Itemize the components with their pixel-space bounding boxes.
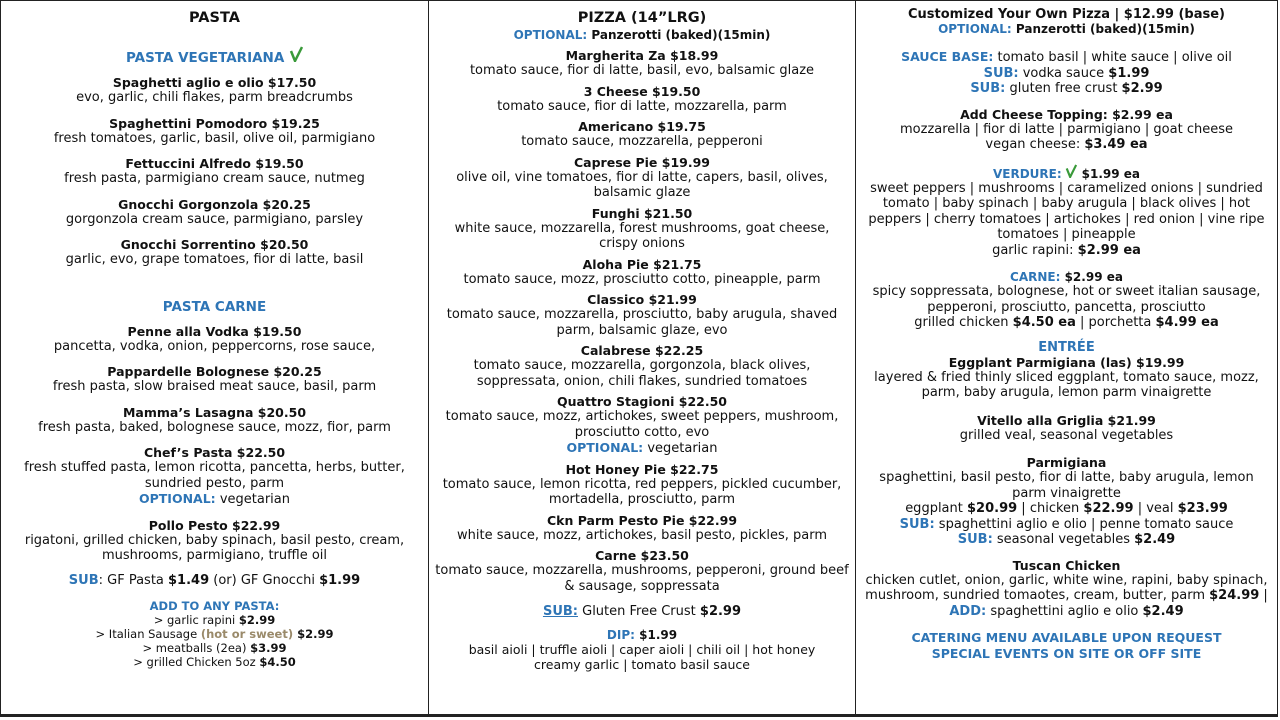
rapini-line — [862, 243, 1271, 259]
menu-item-desc: olive oil, vine tomatoes, fior di latte, capers, basil, olives, balsamic glaze — [456, 169, 828, 200]
pasta-sub-line — [7, 573, 422, 589]
pizza-column — [428, 1, 855, 714]
parm-sub-2-price: $2.49 — [1134, 532, 1176, 547]
verdure-label: VERDURE: — [992, 166, 1062, 181]
pasta-vegetariana-label: PASTA VEGETARIANA — [125, 50, 285, 66]
carne-label: CARNE: — [1010, 270, 1061, 284]
pizza-optional-line — [435, 28, 849, 42]
menu-item-name: Classico $21.99 — [587, 292, 697, 307]
menu-item — [435, 513, 849, 544]
menu-item-desc: fresh pasta, parmigiano cream sauce, nutmeg — [64, 171, 365, 186]
menu-item-name: Funghi $21.50 — [591, 205, 693, 221]
pizza-optional-label: OPTIONAL: — [513, 28, 588, 42]
chef-pasta-optional-value: vegetarian — [215, 492, 290, 507]
pizza-sub-line — [435, 604, 849, 620]
menu-item-desc: tomato sauce, mozzarella, mushrooms, pepperoni, ground beef & sausage, soppressata — [435, 563, 849, 594]
menu-item-desc: tomato sauce, mozz, prosciutto cotto, pineapple, parm — [463, 271, 821, 287]
pizza-list — [435, 48, 849, 594]
menu-item-name: Pollo Pesto $22.99 — [148, 517, 281, 533]
add-on-price: $2.99 — [238, 613, 276, 627]
carne-porchetta-price: $4.99 ea — [1155, 315, 1219, 330]
menu-item — [435, 292, 849, 338]
rapini-text: garlic rapini: — [992, 242, 1078, 258]
carne-chicken-price: $4.50 ea — [1012, 315, 1076, 330]
add-on-item — [7, 627, 422, 641]
sauce-base-options: tomato basil | white sauce | olive oil — [993, 50, 1232, 65]
menu-item-name: Caprese Pie $19.99 — [574, 154, 710, 170]
parm-sub-2-text: seasonal vegetables — [992, 532, 1135, 547]
custom-sub-1-text: vodka sauce — [1018, 65, 1109, 81]
menu-item-name: Mamma’s Lasagna $20.50 — [122, 404, 307, 420]
pasta-sub-text-2: (or) GF Gnocchi — [209, 572, 320, 588]
menu-item-desc: fresh pasta, slow braised meat sauce, basil, parm — [52, 379, 377, 394]
custom-entree-column — [855, 1, 1277, 714]
menu-item-name: Hot Honey Pie $22.75 — [565, 461, 719, 477]
menu-item — [435, 119, 849, 150]
leaf-icon — [289, 46, 303, 62]
menu-item-name: Carne $23.50 — [595, 548, 689, 563]
menu-item-desc: fresh stuffed pasta, lemon ricotta, pancetta, herbs, butter, sundried pesto, parm — [24, 460, 405, 491]
rapini-price: $2.99 ea — [1077, 242, 1141, 258]
verdure-options: sweet peppers | mushrooms | caramelized onions | sundried tomato | baby spinach | baby arugula | black olives | hot peppers | cherry tomatoes | artichokes | red onion | vine ripe tomatoes | pineapple — [868, 180, 1265, 242]
tuscan-chicken-desc — [862, 573, 1271, 620]
menu-item-name: Ckn Parm Pesto Pie $22.99 — [546, 512, 738, 528]
custom-sub-1-price: $1.99 — [1108, 65, 1150, 81]
pizza-sub-text: Gluten Free Crust — [577, 604, 700, 619]
carne-heading — [862, 270, 1271, 284]
menu-item-desc: rigatoni, grilled chicken, baby spinach, basil pesto, cream, mushrooms, parmigiano, truffle oil — [24, 532, 405, 563]
add-on-price: $2.99 — [293, 627, 334, 641]
custom-optional-value: Panzerotti (baked)(15min) — [1011, 22, 1195, 36]
menu-item-desc: fresh tomatoes, garlic, basil, olive oil, parmigiano — [53, 130, 376, 146]
parmigiana-options — [862, 501, 1271, 517]
menu-item-desc: white sauce, mozz, artichokes, basil pesto, pickles, parm — [457, 527, 827, 543]
tuscan-chicken-name: Tuscan Chicken — [1012, 557, 1121, 573]
custom-sub-2 — [862, 81, 1271, 97]
vitello-name: Vitello alla Griglia $21.99 — [977, 412, 1156, 428]
menu-item-desc: tomato sauce, fior di latte, mozzarella, parm — [497, 98, 787, 114]
quattro-optional-label: OPTIONAL: — [566, 440, 644, 455]
custom-optional-label: OPTIONAL: — [938, 22, 1012, 36]
pasta-sub-price-1: $1.49 — [168, 572, 210, 588]
quattro-optional — [435, 440, 849, 457]
vegan-cheese-line — [862, 137, 1271, 153]
menu-item — [7, 405, 422, 436]
menu-item-name: Chef’s Pasta $22.50 — [143, 445, 286, 460]
menu-item — [7, 237, 422, 268]
custom-sub-2-price: $2.99 — [1121, 81, 1163, 96]
add-on-text: > Italian Sausage — [95, 627, 201, 641]
events-note: SPECIAL EVENTS ON SITE OR OFF SITE — [931, 646, 1202, 661]
chef-pasta-optional — [7, 491, 422, 508]
vitello-desc: grilled veal, seasonal vegetables — [959, 427, 1174, 443]
parmigiana-sub-1 — [862, 517, 1271, 533]
custom-sub-1 — [862, 66, 1271, 82]
cheese-options: mozzarella | fior di latte | parmigiano | goat cheese — [900, 121, 1233, 137]
pasta-sub-text-1: : GF Pasta — [98, 572, 169, 588]
verdure-heading — [862, 164, 1271, 181]
menu-item — [7, 116, 422, 147]
add-on-price: $4.50 — [259, 655, 296, 669]
vegan-cheese-price: $3.49 ea — [1084, 137, 1148, 152]
menu-item-desc: tomato sauce, mozzarella, prosciutto, baby arugula, shaved parm, balsamic glaze, evo — [446, 307, 838, 338]
menu-item — [435, 257, 849, 288]
menu-item-name: Quattro Stagioni $22.50 — [556, 394, 728, 409]
quattro-optional-value: vegetarian — [643, 441, 718, 456]
parm-eggplant-price: $20.99 — [967, 501, 1018, 516]
menu-item — [7, 324, 422, 355]
menu-item-desc: evo, garlic, chili flakes, parm breadcrumbs — [76, 90, 353, 105]
menu-item — [435, 548, 849, 594]
custom-sub-2-text: gluten free crust — [1005, 81, 1122, 96]
parmigiana-desc: spaghettini, basil pesto, fior di latte, baby arugula, lemon parm vinaigrette — [879, 470, 1254, 501]
pizza-sub-label: SUB: — [542, 604, 578, 619]
menu-item — [435, 84, 849, 115]
pizza-optional-value: Panzerotti (baked)(15min) — [587, 28, 771, 42]
verdure-price: $1.99 ea — [1077, 166, 1141, 181]
menu-item-name: Spaghettini Pomodoro $19.25 — [109, 115, 320, 131]
menu-item — [7, 364, 422, 395]
custom-pizza-title: Customized Your Own Pizza | $12.99 (base) — [908, 7, 1225, 22]
pasta-title: PASTA — [189, 10, 240, 26]
add-on-item — [7, 613, 422, 627]
add-to-pasta-list — [7, 613, 422, 669]
menu-item — [435, 343, 849, 389]
menu-item — [7, 197, 422, 228]
menu-item-desc: tomato sauce, fior di latte, basil, evo, balsamic glaze — [469, 63, 815, 78]
add-on-text: > garlic rapini — [153, 613, 239, 627]
menu-item — [7, 518, 422, 564]
carne-chicken-text: grilled chicken — [914, 315, 1013, 330]
dip-options-2: creamy garlic | tomato basil sauce — [534, 657, 750, 672]
eggplant-parm-name: Eggplant Parmigiana (las) $19.99 — [948, 354, 1185, 370]
parm-sub-1-label: SUB: — [899, 516, 935, 532]
tuscan-add-price: $2.49 — [1142, 603, 1184, 619]
tuscan-desc-text: chicken cutlet, onion, garlic, white wine, rapini, baby spinach, mushroom, sundried tomaotes, cream, butter, parm — [865, 572, 1268, 603]
dip-options-1: basil aioli | truffle aioli | caper aioli | chili oil | hot honey — [468, 641, 816, 657]
menu-item — [7, 445, 422, 508]
sauce-base-line — [862, 49, 1271, 66]
menu-item-desc: pancetta, vodka, onion, peppercorns, rose sauce, — [53, 338, 376, 354]
dip-heading — [435, 628, 849, 642]
menu-item — [435, 462, 849, 508]
menu-item — [435, 394, 849, 457]
add-on-item — [7, 655, 422, 669]
menu-item — [435, 206, 849, 252]
custom-optional-line — [862, 22, 1271, 36]
menu-item-name: Fettuccini Alfredo $19.50 — [125, 156, 304, 171]
carne-pasta-list — [7, 324, 422, 564]
parmigiana-sub-2 — [862, 532, 1271, 548]
parm-sub-2-label: SUB: — [957, 532, 993, 547]
veg-pasta-list — [7, 75, 422, 268]
parm-eggplant: eggplant — [905, 501, 967, 516]
vegan-cheese-text: vegan cheese: — [985, 137, 1085, 152]
parmigiana-name: Parmigiana — [1026, 455, 1107, 470]
pizza-title: PIZZA (14”LRG) — [577, 10, 707, 26]
menu-item-name: Penne alla Vodka $19.50 — [127, 323, 302, 339]
menu-item-desc: garlic, evo, grape tomatoes, fior di latte, basil — [65, 252, 364, 267]
add-to-pasta-heading: ADD TO ANY PASTA: — [149, 599, 280, 613]
carne-options: spicy soppressata, bolognese, hot or sweet italian sausage, pepperoni, prosciutto, pancetta, prosciutto — [872, 284, 1261, 315]
menu-item-name: Pappardelle Bolognese $20.25 — [107, 364, 322, 379]
sauce-base-label: SAUCE BASE: — [901, 49, 994, 64]
parm-chicken: | chicken — [1017, 501, 1084, 516]
menu-item-name: Margherita Za $18.99 — [565, 48, 719, 63]
tuscan-add-text: spaghettini aglio e olio — [986, 603, 1143, 619]
add-on-text: > meatballs (2ea) — [142, 641, 251, 655]
carne-price: $2.99 ea — [1060, 270, 1123, 284]
menu-item-desc: fresh pasta, baked, bolognese sauce, mozz, fior, parm — [38, 419, 391, 435]
menu-item-desc: tomato sauce, lemon ricotta, red peppers, pickled cucumber, mortadella, prosciutto, parm — [442, 476, 842, 507]
pasta-sub-price-2: $1.99 — [319, 572, 361, 588]
parm-sub-1-text: spaghettini aglio e olio | penne tomato sauce — [934, 516, 1234, 532]
menu-item-desc: white sauce, mozzarella, forest mushrooms, goat cheese, crispy onions — [454, 220, 830, 251]
tuscan-add-label: ADD: — [949, 603, 987, 619]
menu-item — [435, 48, 849, 79]
menu-item-name: Spaghetti aglio e olio $17.50 — [112, 75, 317, 90]
cheese-topping-title: Add Cheese Topping: $2.99 ea — [960, 106, 1173, 122]
pasta-vegetariana-heading — [7, 46, 422, 66]
add-on-price: $3.99 — [250, 641, 287, 655]
menu-item-name: Calabrese $22.25 — [580, 343, 704, 358]
dip-price: $1.99 — [634, 627, 678, 642]
chef-pasta-optional-label: OPTIONAL: — [138, 491, 216, 506]
entree-heading: ENTRÉE — [1038, 339, 1095, 355]
pasta-sub-label: SUB — [68, 572, 99, 588]
add-on-text: > grilled Chicken 5oz — [133, 655, 260, 669]
eggplant-parm-desc: layered & fried thinly sliced eggplant, tomato sauce, mozz, parm, baby arugula, lemon parm vinaigrette — [874, 369, 1259, 400]
dip-label: DIP: — [606, 627, 635, 642]
carne-porchetta-text: | porchetta — [1075, 315, 1156, 330]
menu-item-name: 3 Cheese $19.50 — [583, 83, 701, 99]
menu-item-name: Gnocchi Sorrentino $20.50 — [120, 237, 309, 252]
add-on-note: (hot or sweet) — [200, 627, 294, 641]
menu-item-desc: tomato sauce, mozzarella, gorgonzola, black olives, soppressata, onion, chili flakes, sundried tomatoes — [473, 358, 811, 389]
custom-sub-1-label: SUB: — [983, 65, 1019, 81]
add-on-item — [7, 641, 422, 655]
tuscan-price: $24.99 — [1209, 588, 1260, 603]
menu-item-name: Gnocchi Gorgonzola $20.25 — [118, 196, 311, 212]
parm-veal-price: $23.99 — [1177, 501, 1228, 516]
menu-item — [7, 156, 422, 187]
pasta-column — [1, 1, 428, 714]
menu-item — [7, 75, 422, 106]
menu-item-name: Aloha Pie $21.75 — [582, 256, 702, 272]
leaf-icon — [1065, 164, 1077, 178]
menu-item-name: Americano $19.75 — [578, 119, 706, 134]
menu-item — [435, 155, 849, 201]
catering-note: CATERING MENU AVAILABLE UPON REQUEST — [911, 630, 1222, 645]
menu-item-desc: tomato sauce, mozzarella, pepperoni — [521, 134, 763, 149]
parm-chicken-price: $22.99 — [1083, 501, 1134, 516]
custom-sub-2-label: SUB: — [970, 81, 1006, 96]
parm-veal: | veal — [1133, 501, 1178, 516]
pasta-carne-heading: PASTA CARNE — [162, 298, 267, 315]
tuscan-sep: | — [1259, 588, 1268, 603]
menu-item-desc: gorgonzola cream sauce, parmigiano, parsley — [65, 211, 364, 227]
pizza-sub-price: $2.99 — [699, 604, 742, 619]
carne-premium-line — [862, 315, 1271, 331]
menu-item-desc: tomato sauce, mozz, artichokes, sweet peppers, mushroom, prosciutto cotto, evo — [445, 409, 839, 440]
